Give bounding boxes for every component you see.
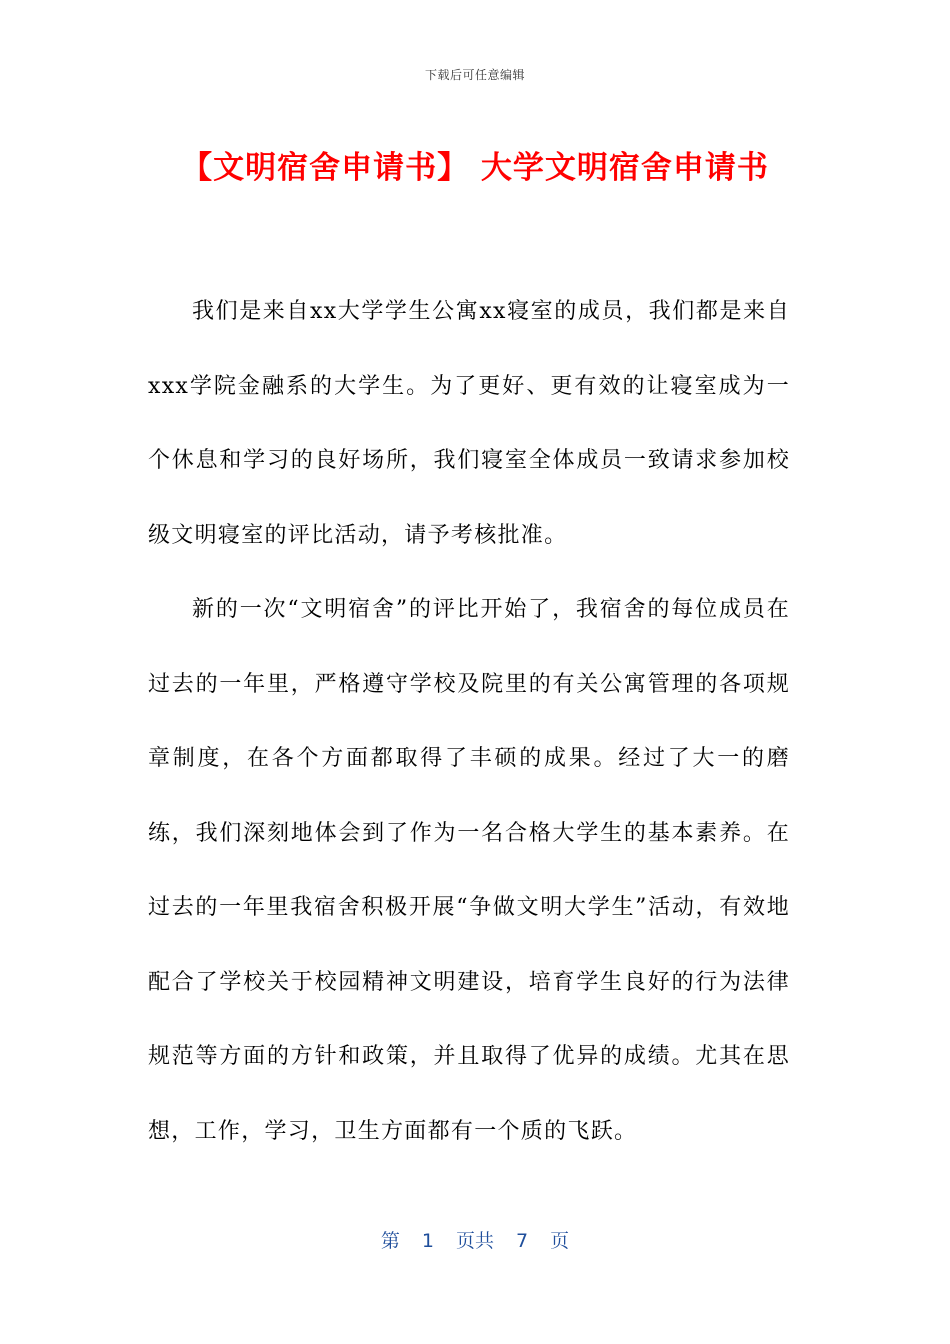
current-page-number: 1: [421, 1230, 434, 1252]
page-suffix: 页: [550, 1230, 570, 1252]
document-title: 【文明宿舍申请书】 大学文明宿舍申请书: [181, 150, 769, 186]
page-prefix: 第: [380, 1230, 400, 1252]
total-pages: 7: [516, 1230, 529, 1252]
page-footer: [0, 1226, 950, 1253]
paragraph: 新的一次“文明宿舍”的评比开始了，我宿舍的每位成员在过去的一年里，严格遵守学校及院里的有关公寓管理的各项规章制度，在各个方面都取得了丰硕的成果。经过了大一的磨练，我们深刻地体会到了作为一名合格大学生的基本素养。在过去的一年里我宿舍积极开展“争做文明大学生”活动，有效地配合了学校关于校园精神文明建设，培育学生良好的行为法律规范等方面的方针和政策，并且取得了优异的成绩。尤其在思想，工作，学习，卫生方面都有一个质的飞跃。: [148, 597, 790, 1144]
page-mid: 页共: [455, 1230, 494, 1252]
document-body: [148, 275, 790, 1169]
page-header-note: 下载后可任意编辑: [424, 68, 525, 82]
paragraph: 我们是来自xx大学学生公寓xx寝室的成员，我们都是来自xxx学院金融系的大学生。为了更好、更有效的让寝室成为一个休息和学习的良好场所，我们寝室全体成员一致请求参加校级文明寝室的评比活动，请予考核批准。: [148, 299, 790, 548]
